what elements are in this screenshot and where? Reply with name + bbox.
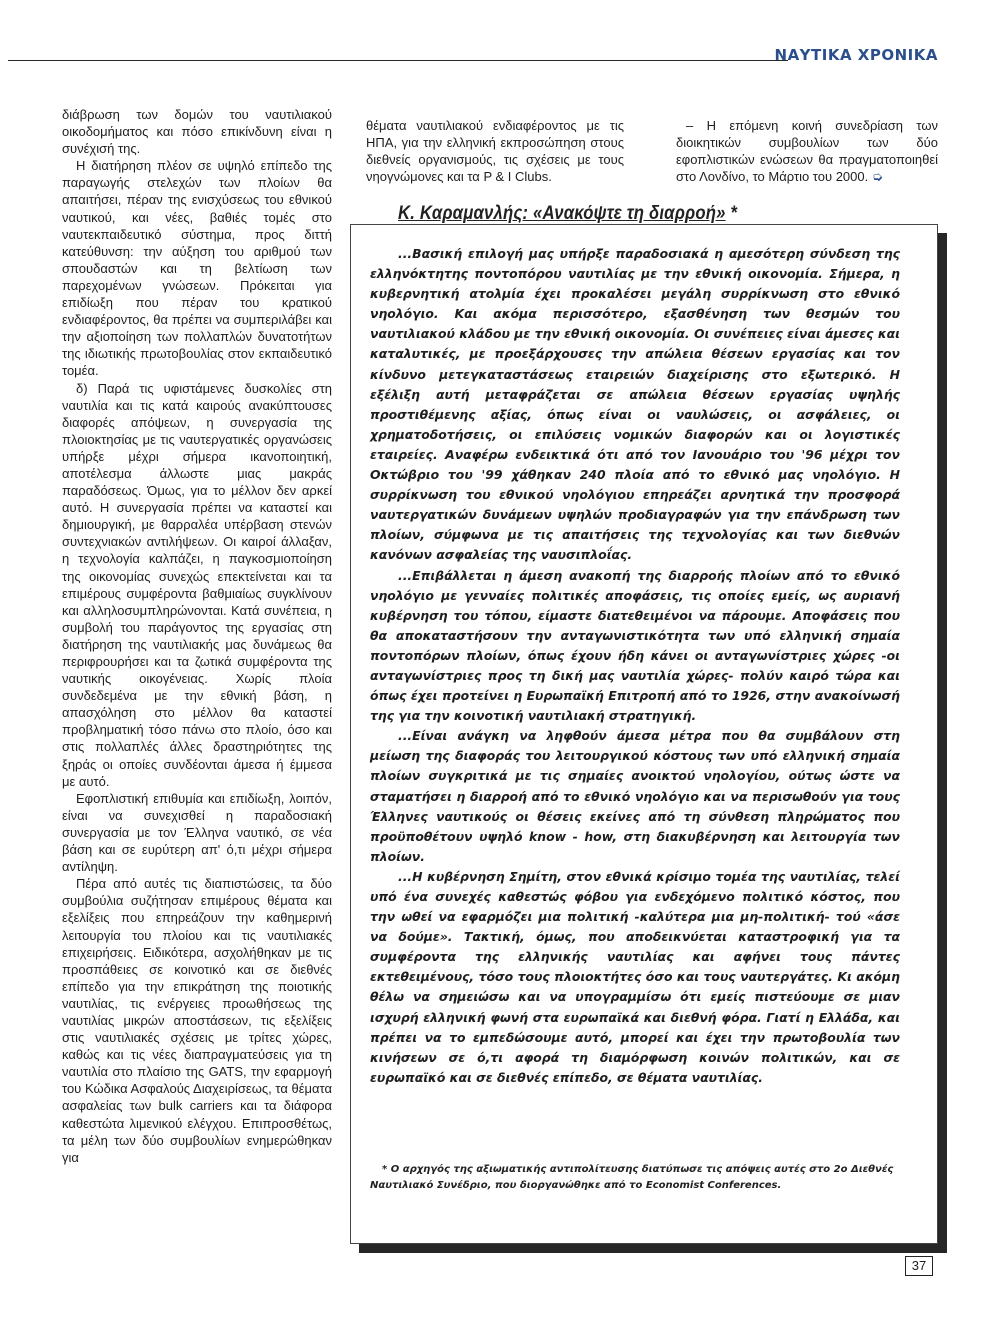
page-number: 37 — [905, 1256, 933, 1276]
header-rule — [8, 60, 788, 61]
paragraph-text: – Η επόμενη κοινή συνεδρίαση των διοικητικών συμβουλίων των δύο εφοπλιστικών ενώσεων θα πραγματοποιηθεί στο Λονδίνο, το Μάρτιο του 2000. — [676, 118, 938, 185]
sidebar-title — [398, 203, 737, 225]
quote-paragraph: ...Βασική επιλογή μας υπήρξε παραδοσιακά η αμεσότερη σύνδεση της ελληνόκτητης ποντοπόρου ναυτιλίας με την εθνική οικονομία. Σήμερα, η κυβερνητική ατολμία έχει προκαλέσει μεγάλη συρρίκνωση στο εθνικό νηολόγιο. Και ακόμα περισσότερο, εξασθένηση των θεσμών του ναυτιλιακού κλάδου με την εθνική οικονομία. Οι συνέπειες είναι άμεσες και καταλυτικές, με προεξάρχουσες την απώλεια θέσεων εργασίας και τον κίνδυνο μετεγκαταστάσεως εταιρειών διαχείρισης στο εξωτερικό. Η εξέλιξη αυτή μεταφράζεται σε απώλεια θέσεων εργασίας υψηλής προστιθέμενης αξίας, όπως είναι οι ναυλώσεις, οι ασφάλειες, οι χρηματοδοτήσεις, οι επιλύσεις νομικών διαφορών και οι λογιστικές εταιρείες. Αναφέρω ενδεικτικά ότι από τον Ιανουάριο του '96 μέχρι τον Οκτώβριο του '99 χάθηκαν 240 πλοία από το εθνικό μας νηολόγιο. Η συρρίκνωση του εθνικού νηολόγιου επηρεάζει αρνητικά την προσφορά ναυτεργατικών δυνάμεων υψηλών προδιαγραφών για την επάνδρωση των πλοίων, σύμφωνα με τις απαιτήσεις της τεχνολογίας και των διεθνών κανόνων ασφαλείας της ναυσιπλοΐας. — [370, 246, 900, 563]
paragraph: δ) Παρά τις υφιστάμενες δυσκολίες στη ναυτιλία και τις κατά καιρούς ανακύπτουσες διαφορές απόψεων, η συνεργασία της πλοιοκτησίας με τις ναυτεργατικές οργανώσεις υπήρξε μέχρι σήμερα ικανοποιητική, αποτέλεσμα άλλωστε μιας μακράς παραδόσεως. Όμως, για το μέλλον δεν αρκεί αυτό. Η συνεργασία πρέπει να καταστεί και δημιουργική, με θαρραλέα υπέρβαση στενών συντεχνιακών αντιλήψεων. Οι καιροί άλλαξαν, η τεχνολογία καλπάζει, η παγκοσμιοποίηση της οικονομίας συνεχώς επεκτείνεται και τα επιμέρους συμφέροντα βαθμιαίως συγκλίνουν και αλληλοσυμπληρώνονται. Κατά συνέπεια, η συμβολή του παράγοντος της εργασίας στη διατήρηση της ναυτιλιακής μας δυνάμεως θα περιφρουρήσει και τα ζωτικά συμφέροντα της ναυτικής οικογένειας. Χωρίς πλοία συνδεδεμένα με την εθνική βάση, η απασχόληση στο μέλλον θα καταστεί προβληματική τόσο πάνω στο πλοίο, όσο και στις πολλαπλές άλλες δραστηριότητες της ξηράς οι οποίες συνδέονται άμεσα ή έμμεσα με αυτό. — [62, 380, 332, 789]
sidebar-title-text: Κ. Καραμανλής: «Ανακόψτε τη διαρροή» — [398, 203, 726, 224]
paragraph: θέματα ναυτιλιακού ενδιαφέροντος με τις ΗΠΑ, για την ελληνική εκπροσώπηση στους διεθνείς οργανισμούς, τις σχέσεις με τους νηογνώμονες και τα P & I Clubs. — [366, 118, 624, 185]
paragraph: Εφοπλιστική επιθυμία και επιδίωξη, λοιπόν, είναι να συνεχισθεί η παραδοσιακή συνεργασία με τον Έλληνα ναυτικό, σε νέα βάση και σε ευρύτερη απ' ό,τι μέχρι σήμερα αντίληψη. — [62, 790, 332, 875]
paragraph — [676, 117, 938, 185]
end-of-article-arrow-icon: ➭ — [871, 169, 883, 185]
sidebar-footnote: * Ο αρχηγός της αξιωματικής αντιπολίτευσης διατύπωσε τις απόψεις αυτές στο 2ο Διεθνές Ναυτιλιακό Συνέδριο, που διοργανώθηκε από το Economist Conferences. — [370, 1164, 894, 1191]
sidebar-quote-text — [370, 244, 900, 1088]
quote-paragraph: ...Επιβάλλεται η άμεση ανακοπή της διαρροής πλοίων από το εθνικό νηολόγιο με γενναίες πολιτικές αποφάσεις, τις οποίες εμείς, ως αυριανή κυβέρνηση του τόπου, είμαστε διατεθειμένοι να πάρουμε. Αποφάσεις που θα αποκαταστήσουν την ανταγωνιστικότητα των υπό ελληνική σημαία ποντοπόρων πλοίων, όπως έχουν ήδη κάνει οι ανταγωνίστριες χώρες -οι ανταγωνίστριες προς τη δική μας ναυτιλία χώρες- πολύν καιρό τώρα και όπως έχει προτείνει η Ευρωπαϊκή Επιτροπή από το 1926, στην ανακοίνωσή της για την κοινοτική ναυτιλιακή στρατηγική. — [370, 567, 900, 724]
footnote-marker: * — [730, 203, 738, 224]
quote-paragraph: ...Η κυβέρνηση Σημίτη, στον εθνικά κρίσιμο τομέα της ναυτιλίας, τελεί υπό ένα συνεχές καθεστώς φόβου για ενδεχόμενο πολιτικό κόστος, που την ωθεί να εφαρμόζει μια πολιτική -καλύτερα μια μη-πολιτική- τού «άσε να δούμε». Τακτική, όμως, που αποδεικνύεται καταστροφική για τα συμφέροντα της ελληνικής ναυτιλίας και αφήνει τους πάντες εκτεθειμένους, τόσο τους πλοιοκτήτες όσο και τους ναυτεργάτες. Κι ακόμη θέλω να σημειώσω και να υπογραμμίσω ότι εμείς πιστεύουμε σε μιαν ισχυρή ελληνική φωνή στα ευρωπαϊκά και διεθνή φόρα. Γιατί η Ελλάδα, και πρέπει να το εμπεδώσουμε αυτό, μπορεί και έχει την πρωτοβουλία των κινήσεων σε ό,τι αφορά τη διαμόρφωση κοινών πολιτικών, και σε ευρωπαϊκό και σε διεθνές επίπεδο, σε θέματα ναυτιλίας. — [370, 868, 900, 1085]
paragraph: Η διατήρηση πλέον σε υψηλό επίπεδο της παραγωγής στελεχών των πλοίων θα απαιτήσει, πέραν της ενισχύσεως του εθνικού ναυτικού, και νέες, βαθιές τομές στο ναυτεκπαιδευτικό σύστημα, προς διττή κατεύθυνση: την αύξηση του αριθμού των σπουδαστών και τη βελτίωση των παρεχομένων γνώσεων. Πρόκειται για επιδίωξη που πέραν του κρατικού ενδιαφέροντος, θα πρέπει να συμπεριλάβει και την αξιοποίηση των πολλαπλών δυνατοτήτων της ιδιωτικής πρωτοβουλίας στον εκπαιδευτικό τομέα. — [62, 158, 332, 379]
article-column-2 — [366, 117, 624, 185]
paragraph: διάβρωση των δομών του ναυτιλιακού οικοδομήματος και πόσο επικίνδυνη είναι η συνέχισή της. — [62, 107, 332, 157]
article-column-3 — [676, 117, 938, 185]
magazine-masthead: ΝΑΥΤΙΚΑ ΧΡΟΝΙΚΑ — [774, 46, 938, 64]
quote-paragraph: ...Είναι ανάγκη να ληφθούν άμεσα μέτρα που θα συμβάλουν στη μείωση της διαφοράς του λειτουργικού κόστους των υπό ελληνική σημαία πλοίων συγκριτικά με τις σημαίες ανοικτού νηολογίου, ούτως ώστε να σταματήσει η διαρροή από το εθνικό νηολόγιο και να περισωθούν για τους Έλληνες ναυτικούς οι θέσεις εκείνες από τη σύνθεση πληρώματος που προϋποθέτουν υψηλό know - how, στη διακυβέρνηση και λειτουργία των πλοίων. — [370, 728, 900, 864]
article-column-1 — [62, 106, 332, 1166]
paragraph: Πέρα από αυτές τις διαπιστώσεις, τα δύο συμβούλια συζήτησαν επιμέρους θέματα και εξελίξεις που επηρεάζουν την καθημερινή λειτουργία του πλοίου και τις ναυτιλιακές επιχειρήσεις. Ειδικότερα, ασχολήθηκαν με τις προσπάθειες σε κοινοτικό και σε διεθνές επίπεδο για την επικράτηση της ποιοτικής ναυτιλίας, τις ενέργειες προωθήσεως της ναυτιλίας μικρών αποστάσεων, τις εξελίξεις στις ναυτιλιακές σχέσεις με τρίτες χώρες, καθώς και τις νέες διαπραγματεύσεις για τη ναυτιλία στο πλαίσιο της GATS, την εφαρμογή του Κώδικα Ασφαλούς Διαχειρίσεως, τα θέματα ασφαλείας των bulk carriers και τα διάφορα καθεστώτα λιμενικού ελέγχου. Επιπροσθέτως, τα μέλη των δύο συμβουλίων ενημερώθηκαν για — [62, 876, 332, 1165]
